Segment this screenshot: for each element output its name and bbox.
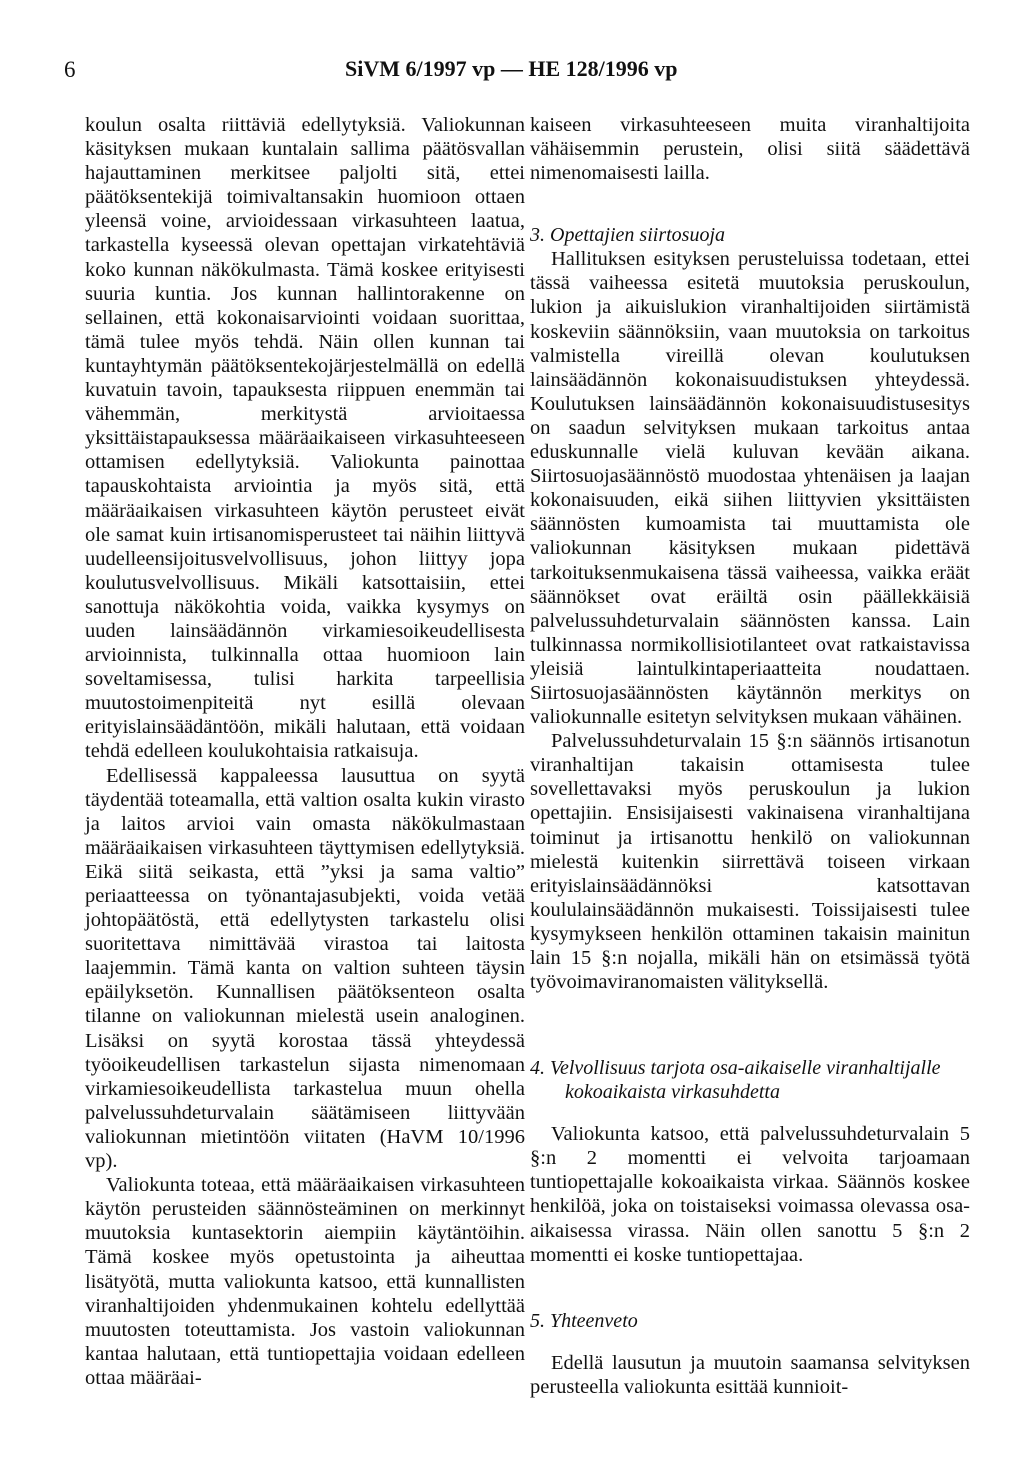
section-heading-5: 5. Yhteenveto	[530, 1309, 638, 1332]
running-header: SiVM 6/1997 vp — HE 128/1996 vp	[345, 56, 678, 81]
paragraph: Valiokunta katsoo, että palvelussuhdeturvalain 5 §:n 2 momentti ei velvoita tarjoamaan tuntiopettajalle kokoaikaista virkaa. Säännös koskee henkilöä, joka on toistaiseksi voimassa olevassa osa-aikaisessa virassa. Näin ollen sanottu 5 §:n 2 momentti ei koske tuntiopettajaa.	[530, 1123, 970, 1266]
paragraph: koulun osalta riittäviä edellytyksiä. Valiokunnan käsityksen mukaan kuntalain sallima päätösvallan hajauttaminen merkitsee paljolti sitä, ettei päätöksentekijä toimivaltansakin huomioon ottaen yleensä voine, arvioidessaan virkasuhteen laatua, tarkastella kyseessä olevan opettajan virkatehtäviä koko kunnan näkökulmasta. Tämä koskee erityisesti suuria kuntia. Jos kunnan hallintorakenne on sellainen, että kokonaisarviointi voidaan suorittaa, tämä tulee myös tehdä. Näin ollen kunnan tai kuntayhtymän päätöksentekojärjestelmällä on edellä kuvatuin tavoin, tapauksesta riippuen enemmän tai vähemmän, merkitystä arvioitaessa yksittäistapauksessa määräaikaiseen virkasuhteeseen ottamisen edellytyksiä. Valiokunta painottaa tapauskohtaista arviointia ja myös sitä, että määräaikaisen virkasuhteen käytön perusteet eivät ole samat kuin irtisanomisperusteet tai näihin liittyvä uudelleensijoitusvelvollisuus, johon liittyy jopa koulutusvelvollisuus. Mikäli katsottaisiin, ettei sanottuja näkökohtia voida, vaikka kysymys on uuden lainsäädännön virkamiesoikeudellisesta arvioinnista, tulkinnalla ottaa huomioon lain soveltamisessa, tulisi harkita tarpeellisia muutostoimenpiteitä nyt esillä olevaan erityislainsäädäntöön, mikäli halutaan, että voidaan tehdä edelleen koulukohtaisia ratkaisuja.	[85, 114, 525, 763]
paragraph: Edellisessä kappaleessa lausuttua on syytä täydentää toteamalla, että valtion osalta kukin virasto ja laitos arvioi vain omasta näkökulmastaan määräaikaisen virkasuhteen täyttymisen edellytyksiä. Eikä siitä seikasta, että ”yksi ja sama valtio” periaatteessa on työnantajasubjekti, voida vetää johtopäätöstä, että edellytysten tarkastelu olisi suoritettava nimittävää virastoa tai laitosta laajemmin. Tämä kanta on valtion suhteen täysin epäilyksetön. Kunnallisen päätöksenteon osalta tilanne on valiokunnan mielestä usein analoginen. Lisäksi on syytä korostaa tässä yhteydessä työoikeudellisen tarkastelun sijasta nimenomaan virkamiesoikeudellista tarkastelua muun ohella palvelussuhdeturvalain säätämiseen liittyvään valiokunnan mietintöön viitaten (HaVM 10/1996 vp).	[85, 764, 525, 1173]
paragraph: Edellä lausutun ja muutoin saamansa selvityksen perusteella valiokunta esittää kunnioit-	[530, 1351, 970, 1398]
paragraph: Hallituksen esityksen perusteluissa todetaan, ettei tässä vaiheessa esitetä muutoksia peruskoulun, lukion ja aikuislukion viranhaltijoiden siirtämistä koskeviin säännöksiin, vaan muutoksia on tarkoitus valmistella vireillä olevan koulutuksen lainsäädännön kokonaisuudistuksen yhteydessä. Koulutuksen lainsäädännön kokonaisuudistusesitys on saadun selvityksen mukaan tarkoitus antaa eduskunnalle vielä kuluvan kevään aikana. Siirtosuojasäännöstö muodostaa yhtenäisen ja laajan kokonaisuuden, eikä siihen liittyvien yksittäisten säännösten kumoamista tai muuttamista ole valiokunnan käsityksen mukaan pidettävä tarkoituksenmukaisena tässä vaiheessa, vaikka eräät säännökset ovat eräiltä osin päällekkäisiä palvelussuhdeturvalain säännösten kanssa. Lain tulkinnassa normikollisiotilanteet ovat ratkaistavissa yleisiä laintulkintaperiaatteita noudattaen. Siirtosuojasäännösten käytännön merkitys on valiokunnalle esitetyn selvityksen mukaan vähäinen.	[530, 248, 970, 729]
paragraph: Palvelussuhdeturvalain 15 §:n säännös irtisanotun viranhaltijan takaisin ottamisesta tulee sovellettavaksi myös peruskoulun ja lukion opettajiin. Ensisijaisesti vakinaisena viranhaltijana toiminut ja irtisanottu henkilö on valiokunnan mielestä kuitenkin siirrettävä toiseen virkaan erityislainsäädännöksi katsottavan koululainsäädännön mukaisesti. Toissijaisesti tulee kysymykseen henkilön ottaminen takaisin mainitun lain 15 §:n nojalla, mikäli hän on etsimässä työtä työvoimaviranomaisten välityksellä.	[530, 730, 970, 994]
left-column	[85, 113, 525, 1390]
paragraph: kaiseen virkasuhteeseen muita viranhaltijoita vähäisemmin perustein, olisi siitä säädettävä nimenomaisesti lailla.	[530, 114, 970, 185]
right-column	[530, 113, 970, 1399]
section-heading-3: 3. Opettajien siirtosuoja	[530, 224, 725, 247]
paragraph: Valiokunta toteaa, että määräaikaisen virkasuhteen käytön perusteiden säännösteäminen on merkinnyt muutoksia kuntasektorin aiempiin käytäntöihin. Tämä koskee myös opetustointa ja aiheuttaa lisätyötä, mutta valiokunta katsoo, että kunnallisten viranhaltijoiden yhdenmukainen kohtelu edellyttää muutosten toteuttamista. Jos vastoin valiokunnan kantaa halutaan, että tuntiopettajia voidaan edelleen ottaa määräai-	[85, 1174, 525, 1389]
page-number: 6	[64, 57, 76, 82]
section-heading-4: 4. Velvollisuus tarjota osa-aikaiselle viranhaltijalle kokoaikaista virkasuhdetta	[530, 1057, 941, 1104]
